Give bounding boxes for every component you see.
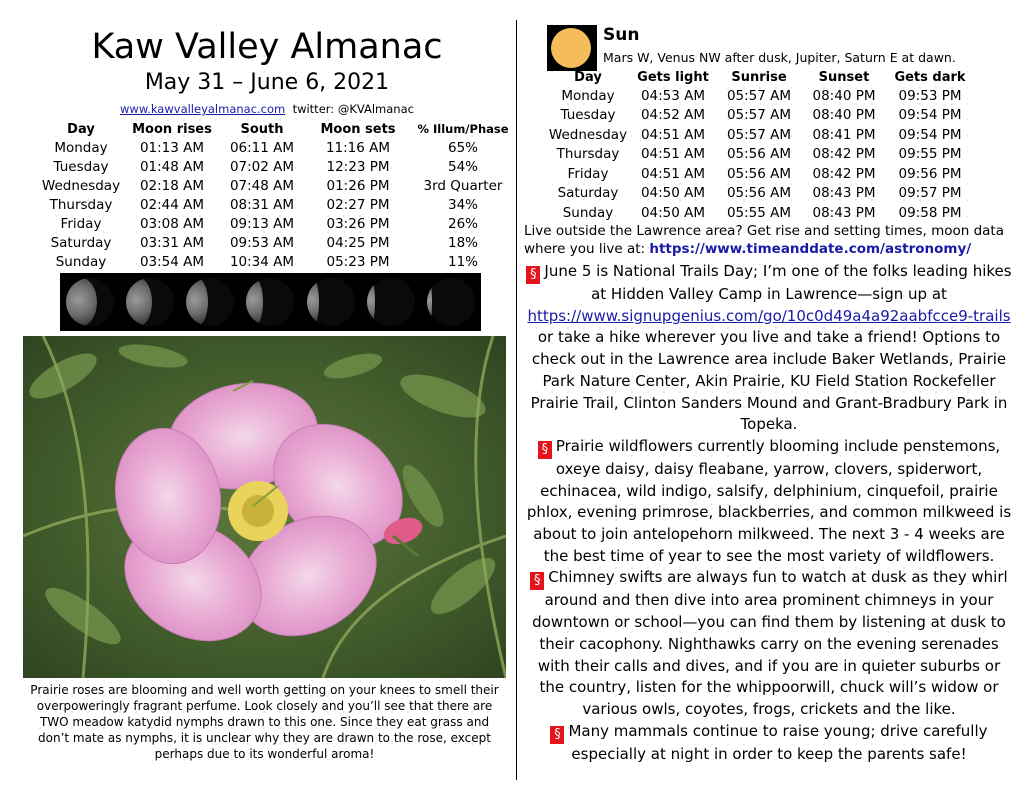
sunrise-cell: 05:56 AM — [726, 165, 792, 182]
sunrise-cell: 05:57 AM — [726, 107, 792, 124]
column-divider — [516, 20, 517, 780]
moon-table — [36, 120, 516, 271]
table-row — [36, 214, 516, 233]
sun-col-gets-light: Gets light — [637, 69, 709, 85]
moon-rise-cell: 03:31 AM — [139, 234, 205, 251]
day-cell: Saturday — [557, 185, 619, 202]
note-chimney-swifts — [524, 567, 1014, 720]
day-cell: Wednesday — [41, 177, 121, 194]
page-title: Kaw Valley Almanac — [91, 27, 443, 67]
moon-illum-cell: 54% — [447, 158, 478, 175]
moon-phase-image — [126, 278, 174, 326]
moon-illum-cell: 3rd Quarter — [423, 177, 503, 194]
moon-south-cell: 07:48 AM — [229, 177, 295, 194]
table-row — [36, 157, 516, 176]
gets-light-cell: 04:53 AM — [640, 87, 706, 104]
gets-dark-cell: 09:56 PM — [898, 165, 962, 182]
sunset-cell: 08:42 PM — [812, 146, 876, 163]
sunrise-cell: 05:55 AM — [726, 204, 792, 221]
sun-icon — [547, 25, 597, 71]
moon-col-south: South — [240, 121, 284, 137]
day-cell: Tuesday — [53, 158, 109, 175]
moon-phase-image — [307, 278, 355, 326]
gets-light-cell: 04:50 AM — [640, 185, 706, 202]
sun-col-sunrise: Sunrise — [731, 69, 787, 85]
gets-dark-cell: 09:58 PM — [898, 204, 962, 221]
moon-south-cell: 07:02 AM — [229, 158, 295, 175]
note-wildflowers — [524, 436, 1014, 568]
sunset-cell: 08:40 PM — [812, 107, 876, 124]
sunset-cell: 08:40 PM — [812, 87, 876, 104]
section-bullet-icon: § — [538, 441, 552, 459]
gets-dark-cell: 09:54 PM — [898, 107, 962, 124]
moon-lit-area — [186, 278, 208, 326]
gets-light-cell: 04:51 AM — [640, 146, 706, 163]
moon-phase-image — [367, 278, 415, 326]
moon-phase-image — [427, 278, 475, 326]
gets-light-cell: 04:52 AM — [640, 107, 706, 124]
note-trails-day — [524, 261, 1014, 436]
note-chimney-swifts-text: Chimney swifts are always fun to watch at dusk as they whirl around and then dive into area prominent chimneys in your downtown or school—you can find them by listening at dusk to their cacophony. Nighthawks carry on the evening serenades with their calls and dives, and if you are in quieter suburbs or the country, listen for the whippoorwill, chuck will’s widow or various owls, coyotes, frogs, crickets and the like. — [532, 568, 1008, 718]
day-cell: Monday — [561, 87, 615, 104]
table-row — [546, 164, 974, 184]
prairie-rose-illustration — [23, 336, 506, 678]
day-cell: Thursday — [556, 146, 620, 163]
moon-south-cell: 06:11 AM — [229, 139, 295, 156]
moon-set-cell: 05:23 PM — [326, 253, 390, 270]
gets-light-cell: 04:51 AM — [640, 126, 706, 143]
moon-illum-cell: 26% — [447, 215, 478, 232]
table-row — [546, 184, 974, 204]
header-links — [0, 102, 534, 116]
note-wildflowers-text: Prairie wildflowers currently blooming include penstemons, oxeye daisy, daisy fleabane, yarrow, clovers, spiderwort, echinacea, wild indigo, salsify, delphinium, cinquefoil, prairie phlox, evening primrose, blackberries, and common milkweed is about to join antelopehorn milkweed. The next 3 - 4 weeks are the best time of year to see the most variety of wildflowers. — [526, 436, 1012, 565]
table-row — [546, 203, 974, 223]
day-cell: Friday — [567, 165, 609, 182]
day-cell: Friday — [60, 215, 102, 232]
day-cell: Sunday — [562, 204, 614, 221]
table-row — [36, 233, 516, 252]
day-cell: Tuesday — [560, 107, 616, 124]
prairie-rose-photo — [23, 336, 506, 678]
outside-area-note — [524, 222, 1014, 258]
section-bullet-icon: § — [526, 266, 540, 284]
gets-dark-cell: 09:53 PM — [898, 87, 962, 104]
moon-phase-strip — [60, 273, 481, 331]
moon-south-cell: 09:13 AM — [229, 215, 295, 232]
moon-rise-cell: 02:44 AM — [139, 196, 205, 213]
website-link[interactable]: www.kawvalleyalmanac.com — [120, 102, 286, 116]
photo-caption: Prairie roses are blooming and well worth getting on your knees to smell their overpoweringly fragrant perfume. Look closely and you’ll see that there are TWO meadow katydid nymphs drawn to this one. Since they eat grass and don’t mate as nymphs, it is unclear why they are drawn to the rose, except perhaps due to its wonderful aroma! — [30, 683, 499, 761]
moon-illum-cell: 18% — [447, 234, 478, 251]
section-bullet-icon: § — [550, 726, 564, 744]
gets-light-cell: 04:50 AM — [640, 204, 706, 221]
timeanddate-link[interactable]: https://www.timeanddate.com/astronomy/ — [649, 241, 972, 257]
moon-col-day: Day — [67, 121, 95, 137]
day-cell: Thursday — [49, 196, 113, 213]
day-cell: Monday — [54, 139, 108, 156]
sunrise-cell: 05:56 AM — [726, 146, 792, 163]
table-row — [546, 125, 974, 145]
day-cell: Saturday — [50, 234, 112, 251]
sunset-cell: 08:43 PM — [812, 185, 876, 202]
moon-set-cell: 12:23 PM — [326, 158, 390, 175]
outside-area-text: Live outside the Lawrence area? Get rise and setting times, moon data where you live at: — [524, 223, 1005, 257]
moon-lit-area — [246, 278, 262, 326]
moon-rise-cell: 03:08 AM — [139, 215, 205, 232]
moon-set-cell: 02:27 PM — [326, 196, 390, 213]
sun-col-day: Day — [574, 69, 602, 85]
signup-link[interactable]: https://www.signupgenius.com/go/10c0d49a4a92aabfcce9-trails — [527, 306, 1011, 325]
moon-rise-cell: 02:18 AM — [139, 177, 205, 194]
note-mammals-text: Many mammals continue to raise young; drive carefully especially at night in order to keep the parents safe! — [568, 721, 988, 763]
twitter-handle: twitter: @KVAlmanac — [292, 102, 414, 116]
moon-col-rises: Moon rises — [132, 121, 212, 137]
moon-south-cell: 09:53 AM — [229, 234, 295, 251]
moon-illum-cell: 11% — [447, 253, 478, 270]
table-row — [36, 195, 516, 214]
sunset-cell: 08:42 PM — [812, 165, 876, 182]
gets-dark-cell: 09:55 PM — [898, 146, 962, 163]
moon-phase-image — [186, 278, 234, 326]
date-range: May 31 – June 6, 2021 — [144, 70, 390, 95]
gets-dark-cell: 09:54 PM — [898, 126, 962, 143]
sunrise-cell: 05:56 AM — [726, 185, 792, 202]
moon-table-header — [36, 120, 516, 138]
table-row — [36, 176, 516, 195]
moon-lit-area — [126, 278, 152, 326]
moon-phase-image — [66, 278, 114, 326]
gets-light-cell: 04:51 AM — [640, 165, 706, 182]
moon-rise-cell: 03:54 AM — [139, 253, 205, 270]
moon-set-cell: 03:26 PM — [326, 215, 390, 232]
table-row — [36, 252, 516, 271]
note-trails-day-text: June 5 is National Trails Day; I’m one of the folks leading hikes at Hidden Valley Camp in Lawrence—sign up at — [544, 262, 1012, 303]
sunset-cell: 08:43 PM — [812, 204, 876, 221]
moon-set-cell: 01:26 PM — [326, 177, 390, 194]
moon-lit-area — [427, 278, 432, 326]
day-cell: Sunday — [55, 253, 107, 270]
moon-lit-area — [307, 278, 319, 326]
moon-col-sets: Moon sets — [320, 121, 396, 137]
notes-section — [524, 261, 1014, 765]
moon-set-cell: 11:16 AM — [325, 139, 391, 156]
sun-col-sunset: Sunset — [818, 69, 870, 85]
moon-illum-cell: 65% — [447, 139, 478, 156]
table-row — [546, 86, 974, 106]
sunrise-cell: 05:57 AM — [726, 126, 792, 143]
sun-heading: Sun — [603, 25, 640, 45]
moon-set-cell: 04:25 PM — [326, 234, 390, 251]
moon-rise-cell: 01:13 AM — [139, 139, 205, 156]
moon-col-illum: % Illum/Phase — [417, 122, 509, 136]
moon-phase-image — [246, 278, 294, 326]
table-row — [546, 145, 974, 165]
sunrise-cell: 05:57 AM — [726, 87, 792, 104]
note-trails-day-options: or take a hike wherever you live and take a friend! Options to check out in the Lawrence area include Baker Wetlands, Prairie Park Nature Center, Akin Prairie, KU Field Station Rockefeller Prairie Trail, Clinton Sanders Mound and Grant-Bradbury Park in Topeka. — [530, 328, 1008, 434]
moon-rise-cell: 01:48 AM — [139, 158, 205, 175]
moon-south-cell: 08:31 AM — [229, 196, 295, 213]
sun-col-gets-dark: Gets dark — [894, 69, 966, 85]
moon-illum-cell: 34% — [447, 196, 478, 213]
section-bullet-icon: § — [530, 572, 544, 590]
day-cell: Wednesday — [548, 126, 628, 143]
gets-dark-cell: 09:57 PM — [898, 185, 962, 202]
moon-lit-area — [66, 278, 97, 326]
moon-lit-area — [367, 278, 376, 326]
table-row — [36, 138, 516, 157]
sunset-cell: 08:41 PM — [812, 126, 876, 143]
note-mammals — [524, 721, 1014, 766]
table-row — [546, 106, 974, 126]
sun-table — [546, 68, 974, 223]
moon-south-cell: 10:34 AM — [229, 253, 295, 270]
sun-disc — [551, 28, 591, 68]
sun-table-header — [546, 68, 974, 86]
planets-note: Mars W, Venus NW after dusk, Jupiter, Saturn E at dawn. — [603, 50, 956, 65]
